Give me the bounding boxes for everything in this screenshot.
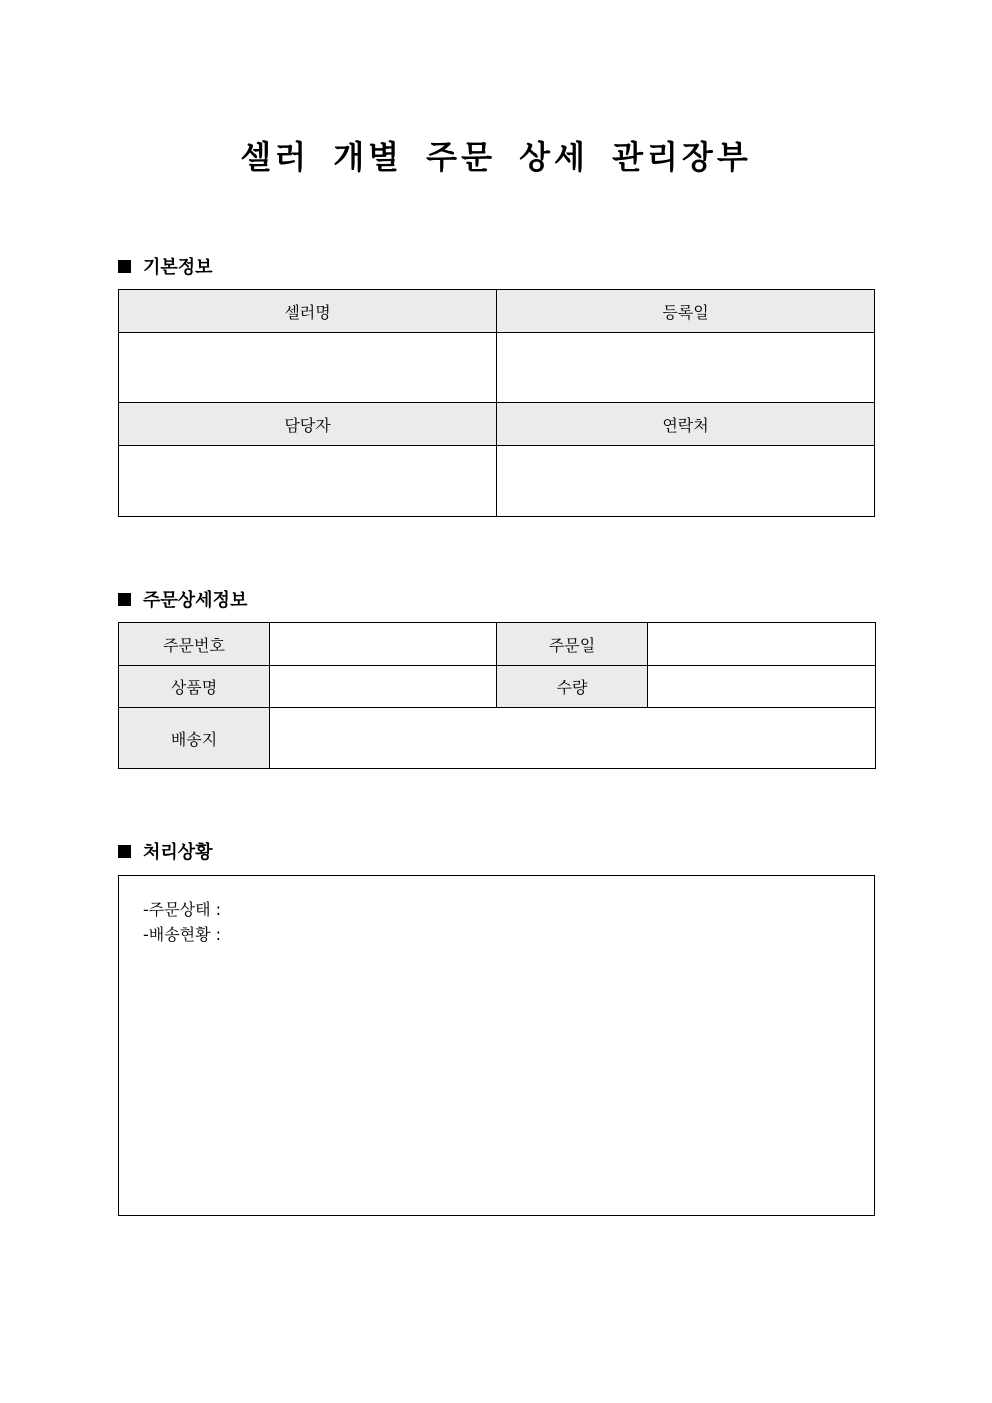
address-label: 배송지 [119, 708, 270, 769]
basic-info-header-row [119, 403, 875, 446]
order-info-row [119, 623, 876, 666]
product-name-label: 상품명 [119, 666, 270, 708]
basic-info-heading-label: 기본정보 [143, 257, 213, 278]
product-name-field[interactable] [270, 666, 497, 708]
basic-info-header-row [119, 290, 875, 333]
manager-field[interactable] [119, 446, 497, 517]
manager-label: 담당자 [119, 403, 497, 446]
order-info-table [118, 622, 876, 769]
square-bullet-icon [118, 260, 131, 273]
order-status-line: -주문상태 : [143, 900, 222, 919]
order-info-row [119, 666, 876, 708]
contact-label: 연락처 [497, 403, 875, 446]
order-date-label: 주문일 [497, 623, 648, 666]
reg-date-label: 등록일 [497, 290, 875, 333]
basic-info-value-row [119, 333, 875, 403]
basic-info-heading [118, 253, 213, 279]
order-no-label: 주문번호 [119, 623, 270, 666]
order-no-field[interactable] [270, 623, 497, 666]
order-info-heading-label: 주문상세정보 [143, 590, 248, 611]
square-bullet-icon [118, 593, 131, 606]
reg-date-field[interactable] [497, 333, 875, 403]
quantity-label: 수량 [497, 666, 648, 708]
delivery-status-line: -배송현황 : [143, 925, 222, 944]
basic-info-table [118, 289, 875, 517]
order-info-row [119, 708, 876, 769]
contact-field[interactable] [497, 446, 875, 517]
square-bullet-icon [118, 845, 131, 858]
seller-name-label: 셀러명 [119, 290, 497, 333]
quantity-field[interactable] [648, 666, 876, 708]
seller-name-field[interactable] [119, 333, 497, 403]
status-heading-label: 처리상황 [143, 842, 213, 863]
document-title: 셀러 개별 주문 상세 관리장부 [240, 138, 752, 176]
address-field[interactable] [270, 708, 876, 769]
basic-info-value-row [119, 446, 875, 517]
order-date-field[interactable] [648, 623, 876, 666]
order-info-heading [118, 586, 247, 612]
status-heading [118, 838, 213, 864]
status-notes-box[interactable] [118, 875, 875, 1216]
